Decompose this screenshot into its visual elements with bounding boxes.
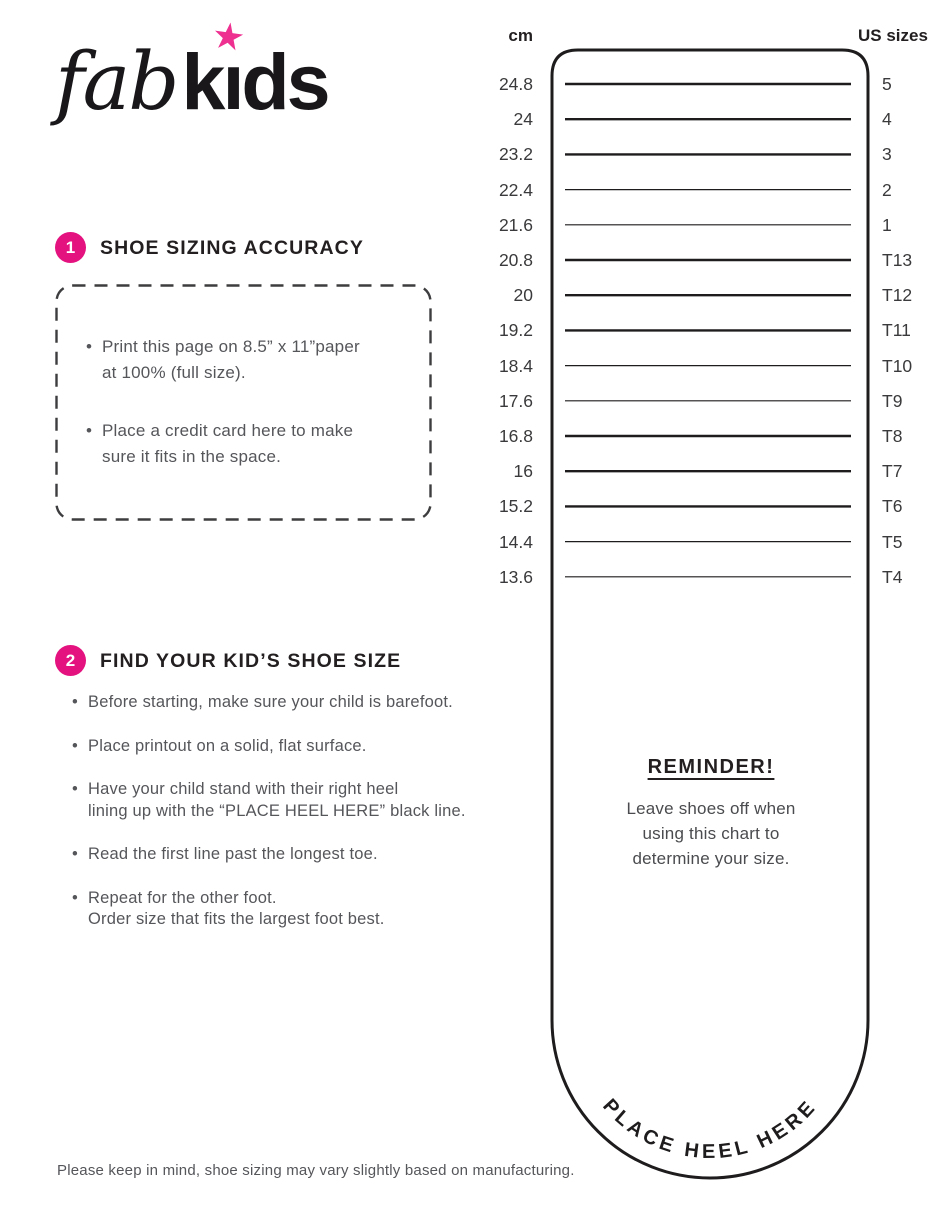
us-size-T12: T12 <box>882 285 913 306</box>
place-heel-here-label: PLACE HEEL HERE <box>598 1094 822 1164</box>
reminder-text-line: determine your size. <box>632 849 790 868</box>
cm-value-16: 16 <box>513 461 533 482</box>
bullet-dot: • <box>72 693 78 711</box>
print-instruction-line <box>86 418 412 444</box>
measuring-step-line <box>72 736 512 758</box>
cm-column-header: cm <box>508 26 533 45</box>
reminder-text <box>553 796 869 871</box>
measuring-step-text: lining up with the “PLACE HEEL HERE” black line. <box>88 801 466 820</box>
measuring-step-text: Read the first line past the longest toe. <box>88 845 378 863</box>
foot-measuring-chart <box>540 40 885 1190</box>
measuring-step-text: Have your child stand with their right heel <box>88 780 399 798</box>
step-1-badge <box>55 232 86 263</box>
cm-value-19.2: 19.2 <box>498 320 533 341</box>
cm-value-24: 24 <box>513 109 533 130</box>
logo-letter-i: ★ ı <box>209 13 249 126</box>
logo-fab-text: fab <box>55 35 178 128</box>
measuring-steps-list <box>72 692 512 953</box>
us-size-T7: T7 <box>882 461 903 482</box>
logo-kids-text: k ★ ıds <box>181 13 328 126</box>
bullet-dot: • <box>72 780 78 798</box>
cm-value-20: 20 <box>513 285 533 306</box>
measuring-step <box>72 692 512 714</box>
measuring-step <box>72 888 512 931</box>
print-instruction <box>86 418 412 470</box>
section-1-title: SHOE SIZING ACCURACY <box>100 237 364 259</box>
cm-value-16.8: 16.8 <box>498 426 533 446</box>
bullet-dot: • <box>86 337 93 356</box>
measuring-step-text: Repeat for the other foot. <box>88 888 277 907</box>
us-sizes-column-header: US sizes <box>858 26 928 45</box>
us-size-T8: T8 <box>882 426 903 446</box>
us-size-3: 3 <box>882 144 892 165</box>
cm-value-14.4: 14.4 <box>498 531 533 552</box>
measuring-step <box>72 844 512 866</box>
cm-value-24.8: 24.8 <box>498 74 533 94</box>
disclaimer-text: Please keep in mind, shoe sizing may vary slightly based on manufacturing. <box>57 1162 575 1179</box>
us-size-5: 5 <box>882 74 892 94</box>
us-size-2: 2 <box>882 179 892 200</box>
us-size-T5: T5 <box>882 531 903 552</box>
measuring-step <box>72 736 512 758</box>
measuring-step-text: Place printout on a solid, flat surface. <box>88 736 367 755</box>
cm-value-21.6: 21.6 <box>498 214 533 235</box>
measuring-step <box>72 779 512 822</box>
us-size-T6: T6 <box>882 496 903 517</box>
cm-value-15.2: 15.2 <box>498 496 533 517</box>
cm-value-18.4: 18.4 <box>498 355 533 376</box>
print-instruction-text: at 100% (full size). <box>102 363 246 382</box>
us-size-T13: T13 <box>882 250 913 270</box>
print-instruction-text: sure it fits in the space. <box>102 447 282 466</box>
measuring-step-text: Order size that fits the largest foot best. <box>88 910 385 928</box>
step-2-badge <box>55 645 86 676</box>
cm-value-13.6: 13.6 <box>498 566 533 587</box>
section-2-title: FIND YOUR KID’S SHOE SIZE <box>100 650 402 672</box>
print-instruction-text: Print this page on 8.5” x 11”paper <box>102 337 360 356</box>
step-1-number: 1 <box>65 237 76 257</box>
print-instruction-text: Place a credit card here to make <box>102 421 354 440</box>
cm-value-17.6: 17.6 <box>498 390 533 411</box>
fabkids-logo <box>55 13 328 128</box>
measuring-step-line <box>72 779 512 801</box>
print-instruction-line <box>86 334 412 360</box>
bullet-dot: • <box>72 736 78 755</box>
step-2-number: 2 <box>65 650 76 670</box>
reminder-note <box>553 756 869 871</box>
credit-card-check-box <box>55 284 432 521</box>
reminder-text-line: Leave shoes off when <box>626 799 796 818</box>
reminder-title: REMINDER! <box>647 756 775 778</box>
print-instructions-list <box>86 334 412 502</box>
cm-value-20.8: 20.8 <box>498 250 533 270</box>
us-size-T4: T4 <box>882 566 903 587</box>
reminder-text-line: using this chart to <box>642 824 780 843</box>
measuring-step-line <box>72 692 512 714</box>
bullet-dot: • <box>72 845 78 863</box>
bullet-dot: • <box>86 421 93 440</box>
star-icon: ★ <box>209 13 249 60</box>
measuring-step-line <box>72 888 512 910</box>
us-size-T9: T9 <box>882 390 903 411</box>
us-size-4: 4 <box>882 109 892 130</box>
measuring-step-text: Before starting, make sure your child is barefoot. <box>88 693 453 711</box>
cm-value-22.4: 22.4 <box>498 179 533 200</box>
us-size-T11: T11 <box>882 320 911 341</box>
us-size-1: 1 <box>882 214 892 235</box>
chart-outline <box>552 50 868 1178</box>
bullet-dot: • <box>72 888 78 907</box>
us-size-T10: T10 <box>882 355 913 376</box>
measuring-step-line <box>72 844 512 866</box>
print-instruction <box>86 334 412 386</box>
cm-value-23.2: 23.2 <box>498 144 533 165</box>
